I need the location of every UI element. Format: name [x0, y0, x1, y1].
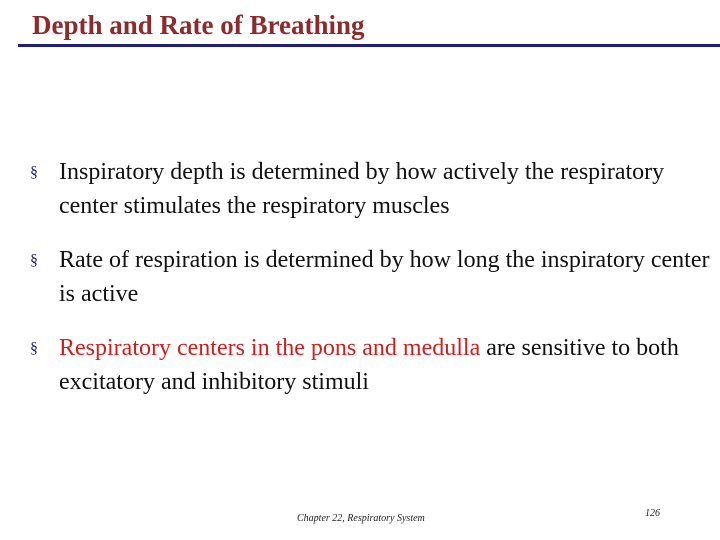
bullet-text: Inspiratory depth is determined by how actively the respiratory center stimulates the respiratory muscles	[59, 159, 665, 219]
bullet-item	[30, 243, 710, 311]
bullet-item	[30, 331, 710, 399]
bullet-list	[30, 155, 710, 419]
bullet-item	[30, 155, 710, 223]
bullet-text: are sensitive to both excitatory and inhibitory stimuli	[59, 335, 679, 395]
bullet-square-icon: §	[30, 252, 38, 269]
footer-page-number: 126	[645, 508, 660, 519]
footer-chapter: Chapter 22, Respiratory System	[297, 513, 425, 524]
bullet-square-icon: §	[30, 340, 38, 357]
slide-title: Depth and Rate of Breathing	[32, 10, 365, 40]
bullet-text: Rate of respiration is determined by how long the inspiratory center is active	[59, 247, 710, 307]
bullet-highlight-text: Respiratory centers in the pons and medulla	[59, 335, 481, 361]
title-underline	[18, 44, 720, 47]
bullet-square-icon: §	[30, 164, 38, 181]
